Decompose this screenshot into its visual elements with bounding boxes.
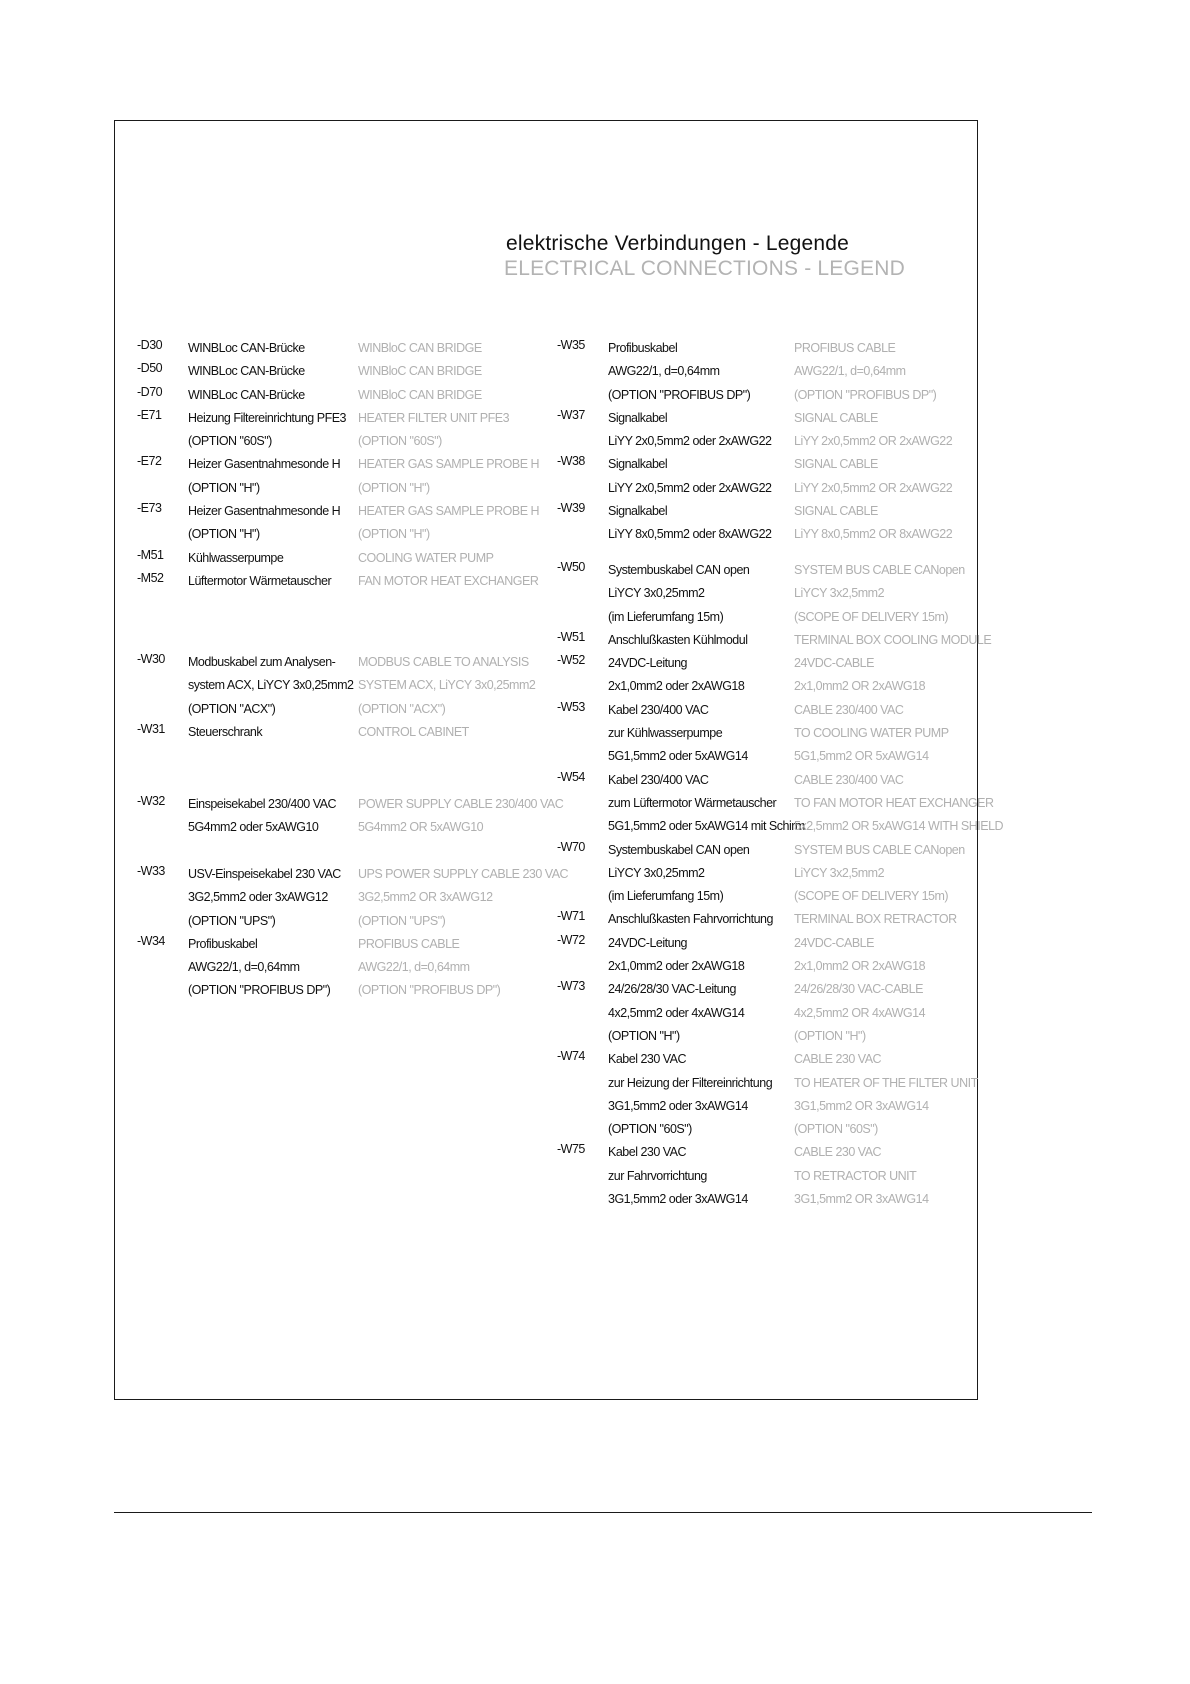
legend-code: -W75 <box>557 1142 585 1157</box>
legend-text-en: POWER SUPPLY CABLE 230/400 VAC <box>358 797 564 811</box>
legend-line <box>557 340 977 363</box>
legend-text-de: WINBLoc CAN-Brücke <box>188 341 305 355</box>
legend-entry <box>137 933 537 1006</box>
legend-line <box>557 456 977 479</box>
legend-code: -W30 <box>137 652 165 666</box>
legend-text-de: LiYY 2x0,5mm2 oder 2xAWG22 <box>608 434 772 449</box>
legend-text-de: Anschlußkasten Kühlmodul <box>608 632 748 647</box>
legend-line <box>557 839 977 865</box>
left-group-3 <box>137 794 564 843</box>
legend-line <box>557 1028 977 1051</box>
legend-line <box>557 699 977 725</box>
legend-text-de: Kabel 230/400 VAC <box>608 772 709 787</box>
legend-line <box>557 1051 977 1074</box>
legend-text-de: Systembuskabel CAN open <box>608 842 750 857</box>
left-group-1 <box>137 338 540 596</box>
left-group-4 <box>137 864 569 1006</box>
legend-line <box>137 819 537 842</box>
legend-line <box>557 725 977 748</box>
legend-line <box>137 864 569 889</box>
legend-entry <box>557 932 977 982</box>
legend-code: -W51 <box>557 629 585 644</box>
legend-line <box>137 433 537 456</box>
legend-line <box>557 585 977 608</box>
legend-text-en: 2x1,0mm2 OR 2xAWG18 <box>794 679 926 694</box>
legend-line <box>557 1075 977 1098</box>
legend-line <box>137 933 537 959</box>
legend-line <box>137 794 564 819</box>
legend-entry <box>137 454 540 503</box>
legend-text-de: zum Lüftermotor Wärmetauscher <box>608 795 777 810</box>
legend-text-en: LiYY 2x0,5mm2 OR 2xAWG22 <box>794 480 953 495</box>
legend-text-en: (OPTION "H") <box>794 1028 866 1043</box>
legend-text-de: zur Heizung der Filtereinrichtung <box>608 1075 773 1090</box>
legend-text-en: 5G1,5mm2 OR 5xAWG14 <box>794 749 929 764</box>
legend-text-de: (OPTION "PROFIBUS DP") <box>608 387 751 402</box>
legend-code: -W71 <box>557 909 585 924</box>
legend-text-en: TO FAN MOTOR HEAT EXCHANGER <box>794 795 994 810</box>
legend-text-en: 3G2,5mm2 OR 3xAWG12 <box>358 890 493 905</box>
legend-text-de: Signalkabel <box>608 457 668 472</box>
legend-text-de: Einspeisekabel 230/400 VAC <box>188 797 336 811</box>
legend-entry <box>557 629 992 655</box>
legend-text-de: Kabel 230 VAC <box>608 1145 687 1160</box>
legend-entry <box>137 570 539 596</box>
legend-line <box>137 570 539 596</box>
legend-code: -W38 <box>557 454 585 469</box>
legend-code: -W52 <box>557 653 585 668</box>
legend-code: -W33 <box>137 864 165 878</box>
legend-text-en: (OPTION "H") <box>358 527 430 542</box>
legend-text-de: 5G4mm2 oder 5xAWG10 <box>188 820 319 835</box>
legend-entry <box>557 407 977 457</box>
legend-text-de: Kabel 230 VAC <box>608 1052 687 1067</box>
legend-line <box>557 1121 977 1144</box>
legend-entry <box>557 839 977 912</box>
legend-text-de: 3G2,5mm2 oder 3xAWG12 <box>188 890 328 905</box>
legend-text-en: PROFIBUS CABLE <box>794 341 896 355</box>
legend-line <box>557 818 1004 841</box>
legend-text-de: Heizer Gasentnahmesonde H <box>188 457 341 472</box>
legend-code: -W74 <box>557 1049 585 1064</box>
legend-code: -W50 <box>557 560 585 574</box>
legend-text-en: CONTROL CABINET <box>358 724 469 739</box>
legend-code: -M52 <box>137 570 164 585</box>
legend-code: -W34 <box>137 933 165 948</box>
legend-text-de: Kabel 230/400 VAC <box>608 702 709 717</box>
legend-text-en: 3G1,5mm2 OR 3xAWG14 <box>794 1192 929 1207</box>
legend-code: -D30 <box>137 338 163 352</box>
legend-code: -E73 <box>137 501 162 516</box>
legend-line <box>137 913 537 936</box>
legend-text-de: LiYY 2x0,5mm2 oder 2xAWG22 <box>608 480 772 495</box>
legend-text-en: 24VDC-CABLE <box>794 935 874 950</box>
legend-entry <box>557 911 977 934</box>
legend-text-en: 4x2,5mm2 OR 4xAWG14 <box>794 1005 926 1020</box>
legend-line <box>557 562 977 585</box>
legend-entry <box>557 769 1004 842</box>
legend-entry <box>137 794 564 843</box>
legend-text-de: 3G1,5mm2 oder 3xAWG14 <box>608 1192 748 1207</box>
legend-line <box>137 384 537 410</box>
legend-text-en: AWG22/1, d=0,64mm <box>794 364 906 379</box>
legend-text-en: HEATER FILTER UNIT PFE3 <box>358 410 510 425</box>
legend-text-en: WINBloC CAN BRIDGE <box>358 341 482 355</box>
legend-text-en: 5x2,5mm2 OR 5xAWG14 WITH SHIELD <box>794 819 1004 834</box>
legend-text-de: Modbuskabel zum Analysen- <box>188 655 336 669</box>
legend-text-de: (OPTION "H") <box>608 1028 680 1043</box>
legend-entry <box>137 407 537 457</box>
legend-text-en: COOLING WATER PUMP <box>358 550 494 565</box>
legend-text-de: (OPTION "H") <box>188 527 260 542</box>
legend-text-en: 5G4mm2 OR 5xAWG10 <box>358 820 484 835</box>
legend-line <box>137 526 537 549</box>
legend-text-de: (im Lieferumfang 15m) <box>608 609 724 624</box>
legend-entry <box>557 562 977 632</box>
legend-code: -D70 <box>137 384 163 399</box>
legend-line <box>557 1168 977 1191</box>
legend-line <box>137 407 537 433</box>
legend-text-en: TERMINAL BOX COOLING MODULE <box>794 632 992 647</box>
legend-text-de: (OPTION "60S") <box>188 434 272 449</box>
legend-text-en: TERMINAL BOX RETRACTOR <box>794 912 957 927</box>
legend-text-de: LiYCY 3x0,25mm2 <box>608 865 705 880</box>
legend-line <box>137 454 540 479</box>
legend-entry <box>557 699 977 772</box>
legend-line <box>557 609 977 632</box>
legend-line <box>137 721 537 747</box>
legend-entry <box>137 654 537 724</box>
legend-title-en: ELECTRICAL CONNECTIONS - LEGEND <box>504 257 905 280</box>
legend-code: -E72 <box>137 454 162 469</box>
legend-text-de: (OPTION "H") <box>188 480 260 495</box>
legend-entry <box>137 864 569 936</box>
legend-text-en: (SCOPE OF DELIVERY 15m) <box>794 889 949 904</box>
legend-code: -W39 <box>557 501 585 516</box>
legend-line <box>137 363 537 386</box>
legend-line <box>557 655 977 678</box>
legend-text-de: 5G1,5mm2 oder 5xAWG14 mit Schirm <box>608 819 805 834</box>
legend-entry <box>557 655 977 702</box>
legend-entry <box>557 503 977 550</box>
legend-text-en: TO HEATER OF THE FILTER UNIT <box>794 1075 978 1090</box>
legend-text-en: SIGNAL CABLE <box>794 504 878 519</box>
footer-rule <box>114 1512 1092 1513</box>
legend-text-en: 2x1,0mm2 OR 2xAWG18 <box>794 959 926 974</box>
legend-line <box>557 865 977 888</box>
legend-text-en: (OPTION "PROFIBUS DP") <box>358 983 501 998</box>
legend-text-de: 5G1,5mm2 oder 5xAWG14 <box>608 749 748 764</box>
legend-line <box>557 678 977 701</box>
legend-text-en: (OPTION "60S") <box>358 434 442 449</box>
legend-entry <box>137 721 537 747</box>
legend-line <box>137 889 537 912</box>
legend-text-de: (OPTION "PROFIBUS DP") <box>188 983 331 998</box>
legend-text-de: Steuerschrank <box>188 724 263 739</box>
legend-line <box>137 959 537 982</box>
legend-code: -W70 <box>557 839 585 854</box>
legend-code: -W31 <box>137 721 165 736</box>
legend-text-de: 24/26/28/30 VAC-Leitung <box>608 982 736 997</box>
legend-entry <box>137 501 540 550</box>
legend-text-de: USV-Einspeisekabel 230 VAC <box>188 867 341 881</box>
legend-text-en: LiYY 8x0,5mm2 OR 8xAWG22 <box>794 527 953 542</box>
legend-text-de: Heizung Filtereinrichtung PFE3 <box>188 410 346 425</box>
legend-text-en: 3G1,5mm2 OR 3xAWG14 <box>794 1098 929 1113</box>
legend-code: -E71 <box>137 407 162 422</box>
legend-text-en: HEATER GAS SAMPLE PROBE H <box>358 504 540 519</box>
legend-text-en: CABLE 230 VAC <box>794 1052 882 1067</box>
legend-line <box>557 526 977 549</box>
legend-text-en: (OPTION "60S") <box>794 1122 878 1137</box>
legend-code: -W35 <box>557 338 585 352</box>
legend-code: -W73 <box>557 979 585 994</box>
legend-text-de: system ACX, LiYCY 3x0,25mm2 <box>188 678 354 693</box>
legend-text-en: TO COOLING WATER PUMP <box>794 726 949 741</box>
legend-text-de: 2x1,0mm2 oder 2xAWG18 <box>608 959 745 974</box>
legend-code: -D50 <box>137 361 163 376</box>
legend-text-en: CABLE 230/400 VAC <box>794 702 904 717</box>
legend-text-de: 4x2,5mm2 oder 4xAWG14 <box>608 1005 745 1020</box>
legend-text-de: 2x1,0mm2 oder 2xAWG18 <box>608 679 745 694</box>
legend-title-de: elektrische Verbindungen - Legende <box>506 232 850 255</box>
legend-line <box>557 480 977 503</box>
legend-line <box>137 340 537 363</box>
legend-text-de: Anschlußkasten Fahrvorrichtung <box>608 912 773 927</box>
legend-line <box>557 1144 977 1167</box>
left-group-2 <box>137 654 537 747</box>
legend-text-de: Systembuskabel CAN open <box>608 563 750 577</box>
legend-line <box>557 629 992 655</box>
legend-line <box>557 981 977 1004</box>
legend-text-en: FAN MOTOR HEAT EXCHANGER <box>358 573 539 588</box>
legend-entry <box>137 384 537 410</box>
legend-text-de: 24VDC-Leitung <box>608 935 687 950</box>
legend-text-en: 24/26/28/30 VAC-CABLE <box>794 982 923 997</box>
legend-text-en: (OPTION "H") <box>358 480 430 495</box>
legend-text-de: Signalkabel <box>608 410 668 425</box>
legend-text-en: HEATER GAS SAMPLE PROBE H <box>358 457 540 472</box>
legend-text-de: AWG22/1, d=0,64mm <box>608 364 720 379</box>
legend-line <box>137 480 537 503</box>
legend-line <box>557 795 994 818</box>
legend-text-en: LiYCY 3x2,5mm2 <box>794 865 885 880</box>
legend-text-de: WINBLoc CAN-Brücke <box>188 387 305 402</box>
legend-text-de: (im Lieferumfang 15m) <box>608 889 724 904</box>
legend-line <box>557 363 977 386</box>
right-group-2 <box>557 560 1004 1214</box>
legend-text-en: CABLE 230 VAC <box>794 1145 882 1160</box>
legend-line <box>137 654 537 677</box>
legend-line <box>557 888 977 911</box>
legend-entry <box>557 456 977 503</box>
legend-text-en: SIGNAL CABLE <box>794 410 878 425</box>
legend-line <box>137 547 537 573</box>
legend-text-en: TO RETRACTOR UNIT <box>794 1168 917 1183</box>
legend-line <box>557 433 977 456</box>
legend-text-de: Heizer Gasentnahmesonde H <box>188 504 341 519</box>
legend-text-de: 24VDC-Leitung <box>608 656 687 671</box>
legend-text-de: (OPTION "60S") <box>608 1122 692 1137</box>
legend-text-en: 24VDC-CABLE <box>794 656 874 671</box>
legend-line <box>557 911 977 934</box>
legend-text-en: WINBloC CAN BRIDGE <box>358 387 482 402</box>
legend-line <box>557 769 977 795</box>
legend-text-en: CABLE 230/400 VAC <box>794 772 904 787</box>
legend-code: -W32 <box>137 794 165 808</box>
legend-text-de: Profibuskabel <box>608 341 678 355</box>
legend-line <box>557 1005 977 1028</box>
legend-line <box>137 701 537 724</box>
legend-code: -W53 <box>557 699 585 714</box>
legend-line <box>557 748 977 771</box>
legend-line <box>557 407 977 433</box>
legend-text-de: LiYCY 3x0,25mm2 <box>608 586 705 601</box>
legend-text-de: (OPTION "UPS") <box>188 913 276 928</box>
legend-text-de: Lüftermotor Wärmetauscher <box>188 573 332 588</box>
legend-text-de: Profibuskabel <box>188 936 258 951</box>
legend-code: -W37 <box>557 407 585 422</box>
legend-text-en: (OPTION "PROFIBUS DP") <box>794 387 937 402</box>
legend-entry <box>557 981 977 1051</box>
legend-text-en: SYSTEM BUS CABLE CANopen <box>794 842 965 857</box>
legend-text-de: zur Fahrvorrichtung <box>608 1168 707 1183</box>
legend-text-en: SIGNAL CABLE <box>794 457 878 472</box>
legend-text-en: (OPTION "ACX") <box>358 701 446 716</box>
legend-text-de: Signalkabel <box>608 504 668 519</box>
legend-code: -W54 <box>557 769 585 784</box>
legend-line <box>137 982 537 1005</box>
legend-text-de: LiYY 8x0,5mm2 oder 8xAWG22 <box>608 527 772 542</box>
legend-text-de: (OPTION "ACX") <box>188 701 276 716</box>
legend-line <box>557 958 977 981</box>
legend-text-en: LiYY 2x0,5mm2 OR 2xAWG22 <box>794 434 953 449</box>
legend-text-de: zur Kühlwasserpumpe <box>608 726 723 741</box>
legend-line <box>557 1098 977 1121</box>
legend-text-en: (SCOPE OF DELIVERY 15m) <box>794 609 949 624</box>
legend-text-en: AWG22/1, d=0,64mm <box>358 960 470 975</box>
legend-text-de: 3G1,5mm2 oder 3xAWG14 <box>608 1098 748 1113</box>
legend-entry <box>137 547 537 573</box>
legend-line <box>137 677 537 700</box>
legend-entry <box>557 340 977 410</box>
legend-entry <box>137 340 537 363</box>
legend-text-en: PROFIBUS CABLE <box>358 936 460 951</box>
legend-text-de: Kühlwasserpumpe <box>188 550 284 565</box>
legend-text-en: WINBloC CAN BRIDGE <box>358 364 482 379</box>
legend-text-en: LiYCY 3x2,5mm2 <box>794 586 885 601</box>
legend-line <box>557 932 977 958</box>
legend-text-en: (OPTION "UPS") <box>358 913 446 928</box>
legend-line <box>557 503 977 526</box>
legend-line <box>557 1191 977 1214</box>
legend-text-en: SYSTEM ACX, LiYCY 3x0,25mm2 <box>358 678 536 693</box>
legend-line <box>557 387 977 410</box>
legend-text-de: AWG22/1, d=0,64mm <box>188 960 300 975</box>
right-group-1 <box>557 340 977 550</box>
legend-entry <box>137 363 537 386</box>
legend-line <box>137 501 540 526</box>
legend-text-en: UPS POWER SUPPLY CABLE 230 VAC <box>358 867 569 881</box>
legend-entry <box>557 1144 977 1214</box>
legend-code: -W72 <box>557 932 585 947</box>
legend-text-en: MODBUS CABLE TO ANALYSIS <box>358 655 529 669</box>
legend-code: -M51 <box>137 547 164 562</box>
legend-entry <box>557 1051 977 1144</box>
legend-text-en: SYSTEM BUS CABLE CANopen <box>794 563 965 577</box>
legend-text-de: WINBLoc CAN-Brücke <box>188 364 305 379</box>
